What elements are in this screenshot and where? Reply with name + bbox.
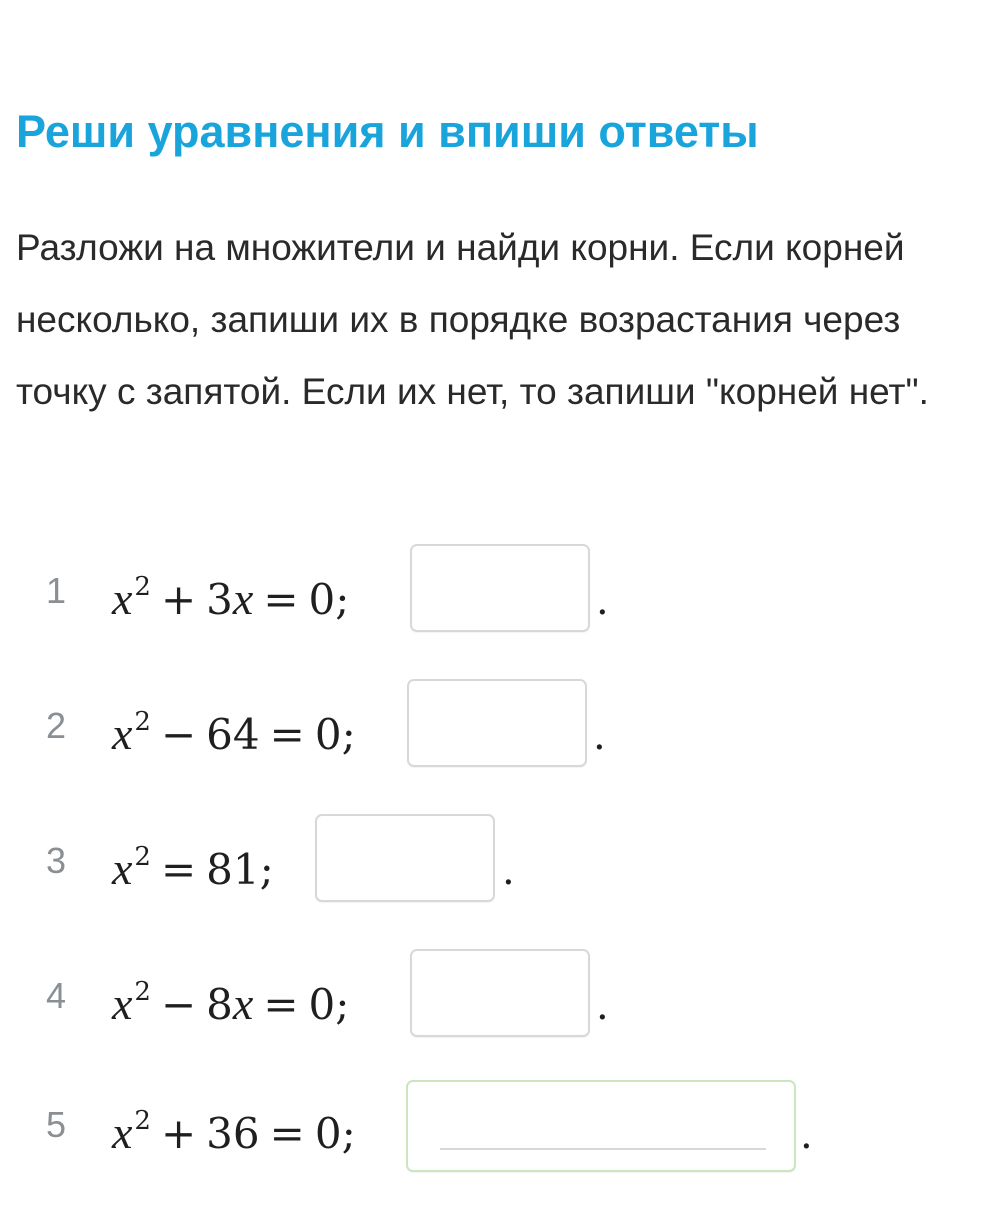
eq-separator: ; (259, 845, 274, 894)
eq-operator: + (160, 1109, 197, 1158)
eq-variable: x (112, 978, 133, 1029)
eq-operator: − (160, 980, 197, 1029)
eq-coefficient: 8 (206, 980, 233, 1029)
trailing-period: . (502, 848, 515, 894)
trailing-period: . (800, 1112, 813, 1158)
eq-rhs: 81 (206, 845, 260, 894)
task-number: 4 (46, 975, 67, 1016)
task-number: 3 (46, 840, 67, 881)
input-underline (440, 1148, 766, 1150)
trailing-period: . (596, 578, 609, 624)
eq-equals: = (269, 1109, 305, 1158)
eq-exponent: 2 (134, 572, 151, 602)
equation (112, 676, 356, 776)
equation-row-3 (0, 811, 994, 911)
eq-coefficient: 3 (206, 575, 233, 624)
equation-row-2 (0, 676, 994, 776)
eq-separator: ; (341, 710, 356, 759)
task-number: 5 (46, 1104, 67, 1145)
trailing-period: . (593, 713, 606, 759)
eq-variable: x (112, 573, 133, 624)
eq-operator: − (160, 710, 197, 759)
task-number: 1 (46, 570, 67, 611)
equation-row-4 (0, 946, 994, 1046)
eq-variable: x (112, 843, 133, 894)
eq-exponent: 2 (134, 977, 151, 1007)
equation (112, 1075, 356, 1175)
eq-constant: 36 (206, 1109, 260, 1158)
equation (112, 811, 274, 911)
task-number: 2 (46, 705, 67, 746)
task-instructions: Разложи на множители и найди корни. Если корней несколько, запиши их в порядке возрастания через точку с запятой. Если их нет, то запиши "корней нет". (16, 227, 929, 412)
equation-row-1 (0, 541, 994, 641)
equation-row-5 (0, 1075, 994, 1175)
eq-separator: ; (335, 980, 350, 1029)
eq-separator: ; (341, 1109, 356, 1158)
equation (112, 946, 349, 1046)
eq-constant: 64 (206, 710, 260, 759)
eq-rhs: 0 (308, 980, 336, 1029)
eq-exponent: 2 (134, 842, 151, 872)
eq-variable: x (232, 978, 254, 1029)
eq-separator: ; (335, 575, 350, 624)
eq-operator: + (160, 575, 197, 624)
answer-input-5[interactable] (406, 1080, 796, 1172)
eq-equals: = (263, 575, 299, 624)
equation (112, 541, 349, 641)
eq-exponent: 2 (134, 1106, 151, 1136)
eq-exponent: 2 (134, 707, 151, 737)
eq-rhs: 0 (314, 710, 342, 759)
answer-input-3[interactable] (315, 814, 495, 902)
eq-rhs: 0 (308, 575, 336, 624)
eq-variable: x (112, 1107, 133, 1158)
eq-rhs: 0 (314, 1109, 342, 1158)
answer-input-1[interactable] (410, 544, 590, 632)
trailing-period: . (596, 983, 609, 1029)
answer-input-2[interactable] (407, 679, 587, 767)
page-title: Реши уравнения и впиши ответы (16, 106, 759, 157)
eq-variable: x (232, 573, 254, 624)
eq-variable: x (112, 708, 133, 759)
answer-input-4[interactable] (410, 949, 590, 1037)
eq-equals: = (269, 710, 305, 759)
eq-equals: = (160, 845, 197, 894)
eq-equals: = (263, 980, 299, 1029)
